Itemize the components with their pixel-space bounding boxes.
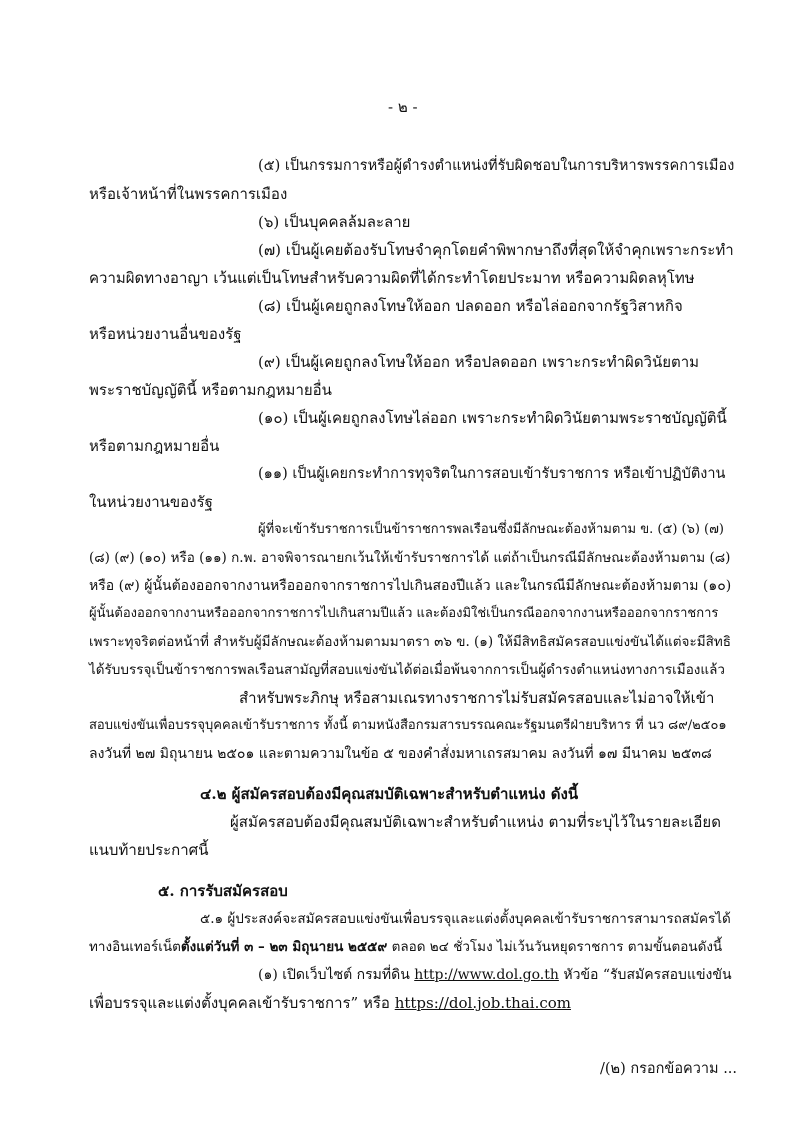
text-segment: (๑) เปิดเว็บไซต์ กรมที่ดิน <box>258 967 410 983</box>
section-heading: ๕. การรับสมัครสอบ <box>158 882 288 900</box>
text-line: (๖) เป็นบุคคลล้มละลาย <box>258 213 411 231</box>
text-line <box>89 936 722 958</box>
text-line: ในหน่วยงานของรัฐ <box>89 493 213 511</box>
text-line: หรือเจ้าหน้าที่ในพรรคการเมือง <box>89 185 288 203</box>
text-line: (๘) เป็นผู้เคยถูกลงโทษให้ออก ปลดออก หรือไล่ออกจากรัฐวิสาหกิจ <box>258 297 683 315</box>
text-line: (๕) เป็นกรรมการหรือผู้ดำรงตำแหน่งที่รับผิดชอบในการบริหารพรรคการเมือง <box>258 158 735 174</box>
text-line: เพราะทุจริตต่อหน้าที่ สำหรับผู้มีลักษณะต้องห้ามตามมาตรา ๓๖ ข. (๑) ให้มีสิทธิสมัครสอบแข่งขันได้แต่จะมีสิทธิ <box>89 634 731 650</box>
text-line: สำหรับพระภิกษุ หรือสามเณรทางราชการไม่รับสมัครสอบและไม่อาจให้เข้า <box>239 689 715 707</box>
text-line: (๑๑) เป็นผู้เคยกระทำการทุจริตในการสอบเข้ารับราชการ หรือเข้าปฏิบัติงาน <box>258 466 726 482</box>
text-line: พระราชบัญญัตินี้ หรือตามกฎหมายอื่น <box>89 381 332 399</box>
text-line: ความผิดทางอาญา เว้นแต่เป็นโทษสำหรับความผิดที่ได้กระทำโดยประมาท หรือความผิดลหุโทษ <box>89 269 695 287</box>
page-number: - ๒ - <box>388 98 418 116</box>
dol-website-link[interactable]: http://www.dol.go.th <box>414 967 559 983</box>
text-line: หรือ (๙) ผู้นั้นต้องออกจากงานหรือออกจากราชการไปเกินสองปีแล้ว และในกรณีมีลักษณะต้องห้ามตาม (๑๐) <box>89 578 732 594</box>
text-line: แนบท้ายประกาศนี้ <box>89 841 209 859</box>
text-line: ผู้ที่จะเข้ารับราชการเป็นข้าราชการพลเรือนซึ่งมีลักษณะต้องห้ามตาม ข. (๕) (๖) (๗) <box>258 522 724 537</box>
text-line: (๘) (๙) (๑๐) หรือ (๑๑) ก.พ. อาจพิจารณายกเว้นให้เข้ารับราชการได้ แต่ถ้าเป็นกรณีมีลักษณะต้องห้ามตาม (๘) <box>89 550 731 566</box>
text-segment: ทางอินเทอร์เน็ต <box>89 939 181 955</box>
text-line: ลงวันที่ ๒๗ มิถุนายน ๒๕๐๑ และตามความในข้อ ๕ ของคำสั่งมหาเถรสมาคม ลงวันที่ ๑๗ มีนาคม ๒๕๓๘ <box>89 746 712 762</box>
text-line <box>89 992 571 1014</box>
text-segment: หัวข้อ “รับสมัครสอบแข่งขัน <box>563 967 732 983</box>
text-line: ได้รับบรรจุเป็นข้าราชการพลเรือนสามัญที่สอบแข่งขันได้ต่อเมื่อพ้นจากการเป็นผู้ดำรงตำแหน่งทางการเมืองแล้ว <box>89 662 725 678</box>
section-heading: ๔.๒ ผู้สมัครสอบต้องมีคุณสมบัติเฉพาะสำหรับตำแหน่ง ดังนี้ <box>200 785 579 803</box>
text-line: หรือตามกฎหมายอื่น <box>89 437 220 455</box>
text-line <box>258 964 732 986</box>
application-period: ตั้งแต่วันที่ ๓ – ๒๓ มิถุนายน ๒๕๕๙ <box>180 939 388 955</box>
continuation-note: /(๒) กรอกข้อความ ... <box>600 1061 738 1077</box>
text-line: (๑๐) เป็นผู้เคยถูกลงโทษไล่ออก เพราะกระทำผิดวินัยตามพระราชบัญญัตินี้ <box>258 409 727 427</box>
text-line: ๕.๑ ผู้ประสงค์จะสมัครสอบแข่งขันเพื่อบรรจุและแต่งตั้งบุคคลเข้ารับราชการสามารถสมัครได้ <box>200 911 731 927</box>
text-segment: ตลอด ๒๔ ชั่วโมง ไม่เว้นวันหยุดราชการ ตามขั้นตอนดังนี้ <box>391 939 723 955</box>
text-line: ผู้สมัครสอบต้องมีคุณสมบัติเฉพาะสำหรับตำแหน่ง ตามที่ระบุไว้ในรายละเอียด <box>230 813 721 831</box>
text-line: หรือหน่วยงานอื่นของรัฐ <box>89 325 242 343</box>
job-website-link[interactable]: https://dol.job.thai.com <box>394 994 571 1012</box>
text-line: สอบแข่งขันเพื่อบรรจุบุคคลเข้ารับราชการ ทั้งนี้ ตามหนังสือกรมสารบรรณคณะรัฐมนตรีฝ่ายบริหาร ที่ นว ๘๙/๒๕๐๑ <box>89 718 727 733</box>
text-line: (๗) เป็นผู้เคยต้องรับโทษจำคุกโดยคำพิพากษาถึงที่สุดให้จำคุกเพราะกระทำ <box>258 241 734 259</box>
text-line: ผู้นั้นต้องออกจากงานหรือออกจากราชการไปเกินสามปีแล้ว และต้องมิใช่เป็นกรณีออกจากงานหรือออกจากราชการ <box>89 606 719 621</box>
text-segment: เพื่อบรรจุและแต่งตั้งบุคคลเข้ารับราชการ” หรือ <box>89 994 390 1012</box>
text-line: (๙) เป็นผู้เคยถูกลงโทษให้ออก หรือปลดออก เพราะกระทำผิดวินัยตาม <box>258 353 700 371</box>
